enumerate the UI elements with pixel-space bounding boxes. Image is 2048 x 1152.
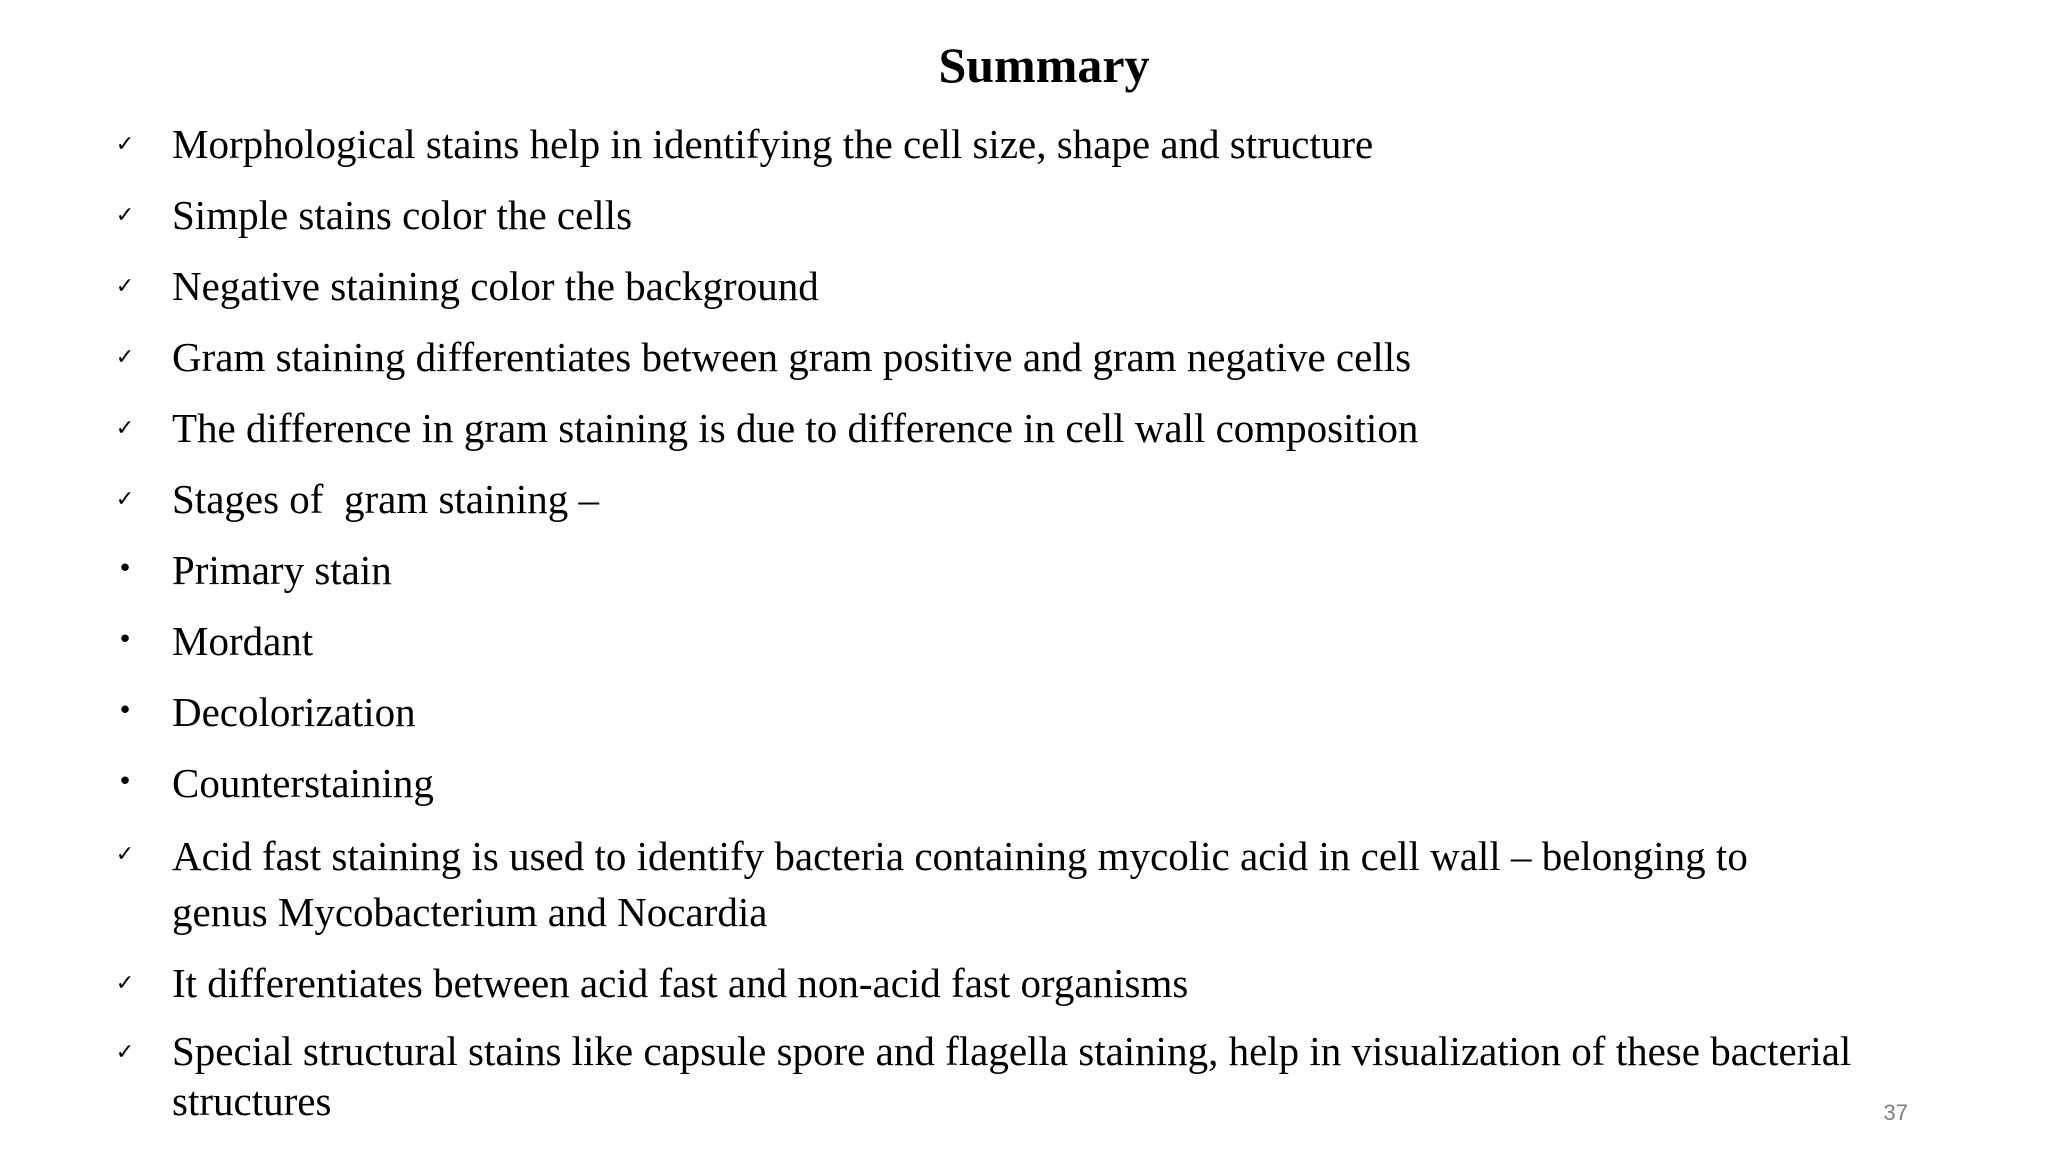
check-icon: ✓ xyxy=(115,416,135,441)
list-item-text: Acid fast staining is used to identify bacteria containing mycolic acid in cell wall – belonging to genus Mycobacterium and Nocardia xyxy=(172,833,1748,935)
list-item-text: The difference in gram staining is due to difference in cell wall composition xyxy=(172,405,1419,451)
bullet-icon: • xyxy=(117,767,133,797)
check-icon: ✓ xyxy=(115,203,135,228)
check-icon: ✓ xyxy=(115,345,135,370)
list-item-text: Primary stain xyxy=(172,547,392,593)
page-number: 37 xyxy=(1883,1100,1908,1125)
bullet-icon: • xyxy=(117,554,133,584)
list-item-text: Stages of gram staining – xyxy=(172,476,600,522)
check-icon: ✓ xyxy=(115,274,135,299)
check-icon: ✓ xyxy=(115,132,135,157)
list-item-text: Morphological stains help in identifying the cell size, shape and structure xyxy=(172,121,1374,167)
list-item-text: Negative staining color the background xyxy=(172,263,819,309)
list-item-text: It differentiates between acid fast and non-acid fast organisms xyxy=(172,960,1189,1006)
check-icon: ✓ xyxy=(115,971,135,996)
check-icon: ✓ xyxy=(115,487,135,512)
bullet-icon: • xyxy=(117,625,133,655)
list-item-text: Counterstaining xyxy=(172,760,434,806)
list-item-text: Simple stains color the cells xyxy=(172,192,633,238)
list-item-text: Mordant xyxy=(172,618,314,664)
bullet-icon: • xyxy=(117,696,133,726)
list-item-text: Special structural stains like capsule spore and flagella staining, help in visualization of these bacterial structures xyxy=(172,1028,1852,1124)
check-icon: ✓ xyxy=(115,842,135,867)
check-icon: ✓ xyxy=(115,1040,135,1065)
list-item-text: Gram staining differentiates between gram positive and gram negative cells xyxy=(172,334,1412,380)
slide-title: Summary xyxy=(938,37,1150,93)
list-item-text: Decolorization xyxy=(172,689,416,735)
